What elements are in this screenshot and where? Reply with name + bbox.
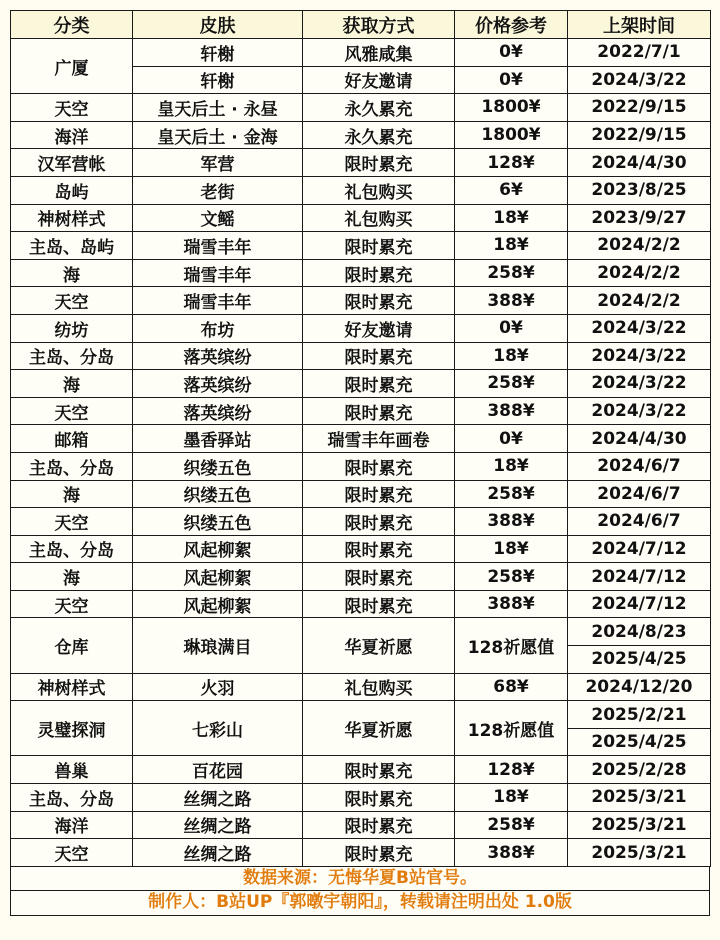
cell-skin: 丝绸之路 — [133, 811, 303, 839]
cell-category: 主岛、分岛 — [11, 784, 133, 812]
table-row — [11, 811, 711, 839]
cell-price: 18¥ — [455, 452, 568, 480]
cell-price: 6¥ — [455, 176, 568, 204]
cell-release-date: 2024/3/22 — [568, 342, 711, 370]
cell-skin: 瑞雪丰年 — [133, 287, 303, 315]
cell-price: 18¥ — [455, 784, 568, 812]
cell-category: 灵璧探洞 — [11, 701, 133, 756]
cell-release-date: 2023/9/27 — [568, 204, 711, 232]
header-price: 价格参考 — [455, 11, 568, 39]
header-method: 获取方式 — [303, 11, 455, 39]
cell-skin: 皇天后土 · 永昼 — [133, 94, 303, 122]
cell-release-date: 2025/2/21 — [568, 701, 711, 729]
cell-category: 主岛、分岛 — [11, 535, 133, 563]
cell-skin: 瑞雪丰年 — [133, 259, 303, 287]
cell-skin: 织缕五色 — [133, 480, 303, 508]
cell-skin: 落英缤纷 — [133, 342, 303, 370]
table-footer — [10, 867, 710, 916]
cell-price: 1800¥ — [455, 121, 568, 149]
cell-release-date: 2024/2/2 — [568, 259, 711, 287]
table-row — [11, 397, 711, 425]
cell-category: 主岛、岛屿 — [11, 232, 133, 260]
cell-price: 388¥ — [455, 590, 568, 618]
skin-table-sheet — [10, 10, 710, 916]
cell-category: 海 — [11, 563, 133, 591]
cell-method: 限时累充 — [303, 397, 455, 425]
cell-category: 海洋 — [11, 811, 133, 839]
cell-release-date: 2024/2/2 — [568, 232, 711, 260]
cell-price: 18¥ — [455, 342, 568, 370]
cell-skin: 火羽 — [133, 673, 303, 701]
header-category: 分类 — [11, 11, 133, 39]
cell-release-date: 2024/6/7 — [568, 480, 711, 508]
table-row — [11, 756, 711, 784]
cell-method: 限时累充 — [303, 563, 455, 591]
cell-method: 礼包购买 — [303, 673, 455, 701]
cell-category: 兽巢 — [11, 756, 133, 784]
cell-release-date: 2022/7/1 — [568, 39, 711, 67]
cell-category: 海 — [11, 259, 133, 287]
cell-skin: 皇天后土 · 金海 — [133, 121, 303, 149]
cell-price: 128祈愿值 — [455, 618, 568, 673]
table-row — [11, 121, 711, 149]
cell-price: 388¥ — [455, 397, 568, 425]
cell-method: 礼包购买 — [303, 176, 455, 204]
cell-release-date: 2024/4/30 — [568, 149, 711, 177]
table-row — [11, 149, 711, 177]
cell-method: 限时累充 — [303, 839, 455, 867]
cell-method: 限时累充 — [303, 508, 455, 536]
cell-skin: 落英缤纷 — [133, 370, 303, 398]
cell-release-date: 2025/2/28 — [568, 756, 711, 784]
table-row — [11, 784, 711, 812]
cell-release-date: 2024/3/22 — [568, 370, 711, 398]
cell-skin: 织缕五色 — [133, 508, 303, 536]
table-row — [11, 232, 711, 260]
cell-release-date: 2024/3/22 — [568, 314, 711, 342]
table-row — [11, 287, 711, 315]
cell-skin: 丝绸之路 — [133, 839, 303, 867]
header-skin: 皮肤 — [133, 11, 303, 39]
cell-skin: 七彩山 — [133, 701, 303, 756]
cell-category: 主岛、分岛 — [11, 342, 133, 370]
cell-category: 岛屿 — [11, 176, 133, 204]
cell-skin: 墨香驿站 — [133, 425, 303, 453]
cell-skin: 风起柳絮 — [133, 590, 303, 618]
cell-price: 0¥ — [455, 314, 568, 342]
table-row — [11, 508, 711, 536]
cell-price: 258¥ — [455, 480, 568, 508]
cell-category: 纺坊 — [11, 314, 133, 342]
cell-method: 华夏祈愿 — [303, 618, 455, 673]
cell-category: 神树样式 — [11, 673, 133, 701]
author-note: 制作人：B站UP『郭暾宇朝阳』，转载请注明出处 1.0版 — [148, 892, 572, 913]
table-body — [11, 39, 711, 867]
cell-release-date: 2025/3/21 — [568, 784, 711, 812]
cell-price: 128祈愿值 — [455, 701, 568, 756]
cell-category: 汉军营帐 — [11, 149, 133, 177]
cell-method: 限时累充 — [303, 342, 455, 370]
cell-price: 0¥ — [455, 39, 568, 67]
cell-category: 天空 — [11, 839, 133, 867]
cell-price: 0¥ — [455, 66, 568, 94]
table-row — [11, 94, 711, 122]
table-row — [11, 563, 711, 591]
header-release-date: 上架时间 — [568, 11, 711, 39]
cell-skin: 落英缤纷 — [133, 397, 303, 425]
table-row — [11, 452, 711, 480]
cell-price: 68¥ — [455, 673, 568, 701]
cell-category: 天空 — [11, 287, 133, 315]
cell-method: 礼包购买 — [303, 204, 455, 232]
cell-category: 神树样式 — [11, 204, 133, 232]
cell-method: 好友邀请 — [303, 66, 455, 94]
cell-skin: 布坊 — [133, 314, 303, 342]
table-row — [11, 204, 711, 232]
cell-method: 永久累充 — [303, 94, 455, 122]
cell-release-date: 2022/9/15 — [568, 94, 711, 122]
cell-release-date: 2025/4/25 — [568, 728, 711, 756]
cell-skin: 风起柳絮 — [133, 535, 303, 563]
cell-skin: 军营 — [133, 149, 303, 177]
table-row — [11, 342, 711, 370]
cell-skin: 琳琅满目 — [133, 618, 303, 673]
cell-method: 限时累充 — [303, 452, 455, 480]
cell-release-date: 2025/4/25 — [568, 646, 711, 674]
cell-skin: 轩榭 — [133, 39, 303, 67]
cell-release-date: 2024/12/20 — [568, 673, 711, 701]
cell-release-date: 2025/3/21 — [568, 811, 711, 839]
cell-price: 258¥ — [455, 811, 568, 839]
cell-category: 邮箱 — [11, 425, 133, 453]
cell-release-date: 2024/6/7 — [568, 452, 711, 480]
table-row — [11, 673, 711, 701]
cell-method: 华夏祈愿 — [303, 701, 455, 756]
cell-method: 好友邀请 — [303, 314, 455, 342]
cell-price: 388¥ — [455, 839, 568, 867]
skin-table — [10, 10, 711, 867]
cell-category: 海 — [11, 370, 133, 398]
table-row — [11, 39, 711, 67]
table-row — [11, 590, 711, 618]
cell-category: 天空 — [11, 590, 133, 618]
cell-skin: 织缕五色 — [133, 452, 303, 480]
cell-category: 天空 — [11, 397, 133, 425]
cell-category: 海洋 — [11, 121, 133, 149]
cell-category: 主岛、分岛 — [11, 452, 133, 480]
cell-skin: 瑞雪丰年 — [133, 232, 303, 260]
cell-skin: 丝绸之路 — [133, 784, 303, 812]
cell-price: 18¥ — [455, 535, 568, 563]
cell-method: 限时累充 — [303, 590, 455, 618]
cell-skin: 百花园 — [133, 756, 303, 784]
table-row — [11, 259, 711, 287]
cell-release-date: 2023/8/25 — [568, 176, 711, 204]
header-row — [11, 11, 711, 39]
cell-price: 0¥ — [455, 425, 568, 453]
cell-release-date: 2024/8/23 — [568, 618, 711, 646]
cell-skin: 风起柳絮 — [133, 563, 303, 591]
cell-release-date: 2024/7/12 — [568, 563, 711, 591]
cell-method: 限时累充 — [303, 784, 455, 812]
cell-category: 广厦 — [11, 39, 133, 94]
cell-price: 388¥ — [455, 287, 568, 315]
cell-method: 永久累充 — [303, 121, 455, 149]
cell-category: 仓库 — [11, 618, 133, 673]
cell-method: 限时累充 — [303, 535, 455, 563]
cell-method: 限时累充 — [303, 287, 455, 315]
cell-method: 限时累充 — [303, 259, 455, 287]
cell-method: 风雅咸集 — [303, 39, 455, 67]
cell-price: 128¥ — [455, 149, 568, 177]
cell-skin: 老街 — [133, 176, 303, 204]
cell-category: 海 — [11, 480, 133, 508]
cell-price: 258¥ — [455, 563, 568, 591]
cell-method: 限时累充 — [303, 370, 455, 398]
table-row — [11, 176, 711, 204]
cell-category: 天空 — [11, 94, 133, 122]
cell-method: 限时累充 — [303, 811, 455, 839]
table-row — [11, 701, 711, 729]
cell-release-date: 2022/9/15 — [568, 121, 711, 149]
table-row — [11, 618, 711, 646]
cell-category: 天空 — [11, 508, 133, 536]
cell-method: 限时累充 — [303, 480, 455, 508]
cell-price: 18¥ — [455, 204, 568, 232]
cell-method: 限时累充 — [303, 149, 455, 177]
cell-release-date: 2024/7/12 — [568, 590, 711, 618]
cell-release-date: 2024/6/7 — [568, 508, 711, 536]
table-row — [11, 314, 711, 342]
cell-price: 1800¥ — [455, 94, 568, 122]
cell-method: 瑞雪丰年画卷 — [303, 425, 455, 453]
cell-price: 258¥ — [455, 259, 568, 287]
cell-price: 128¥ — [455, 756, 568, 784]
table-row — [11, 480, 711, 508]
table-row — [11, 370, 711, 398]
cell-skin: 轩榭 — [133, 66, 303, 94]
cell-price: 18¥ — [455, 232, 568, 260]
table-row — [11, 535, 711, 563]
table-row — [11, 425, 711, 453]
cell-price: 258¥ — [455, 370, 568, 398]
data-source-note: 数据来源：无悔华夏B站官号。 — [11, 867, 709, 892]
cell-price: 388¥ — [455, 508, 568, 536]
cell-release-date: 2025/3/21 — [568, 839, 711, 867]
cell-method: 限时累充 — [303, 232, 455, 260]
cell-method: 限时累充 — [303, 756, 455, 784]
cell-release-date: 2024/3/22 — [568, 66, 711, 94]
cell-release-date: 2024/2/2 — [568, 287, 711, 315]
cell-skin: 文鳐 — [133, 204, 303, 232]
cell-release-date: 2024/7/12 — [568, 535, 711, 563]
cell-release-date: 2024/3/22 — [568, 397, 711, 425]
cell-release-date: 2024/4/30 — [568, 425, 711, 453]
table-row — [11, 839, 711, 867]
